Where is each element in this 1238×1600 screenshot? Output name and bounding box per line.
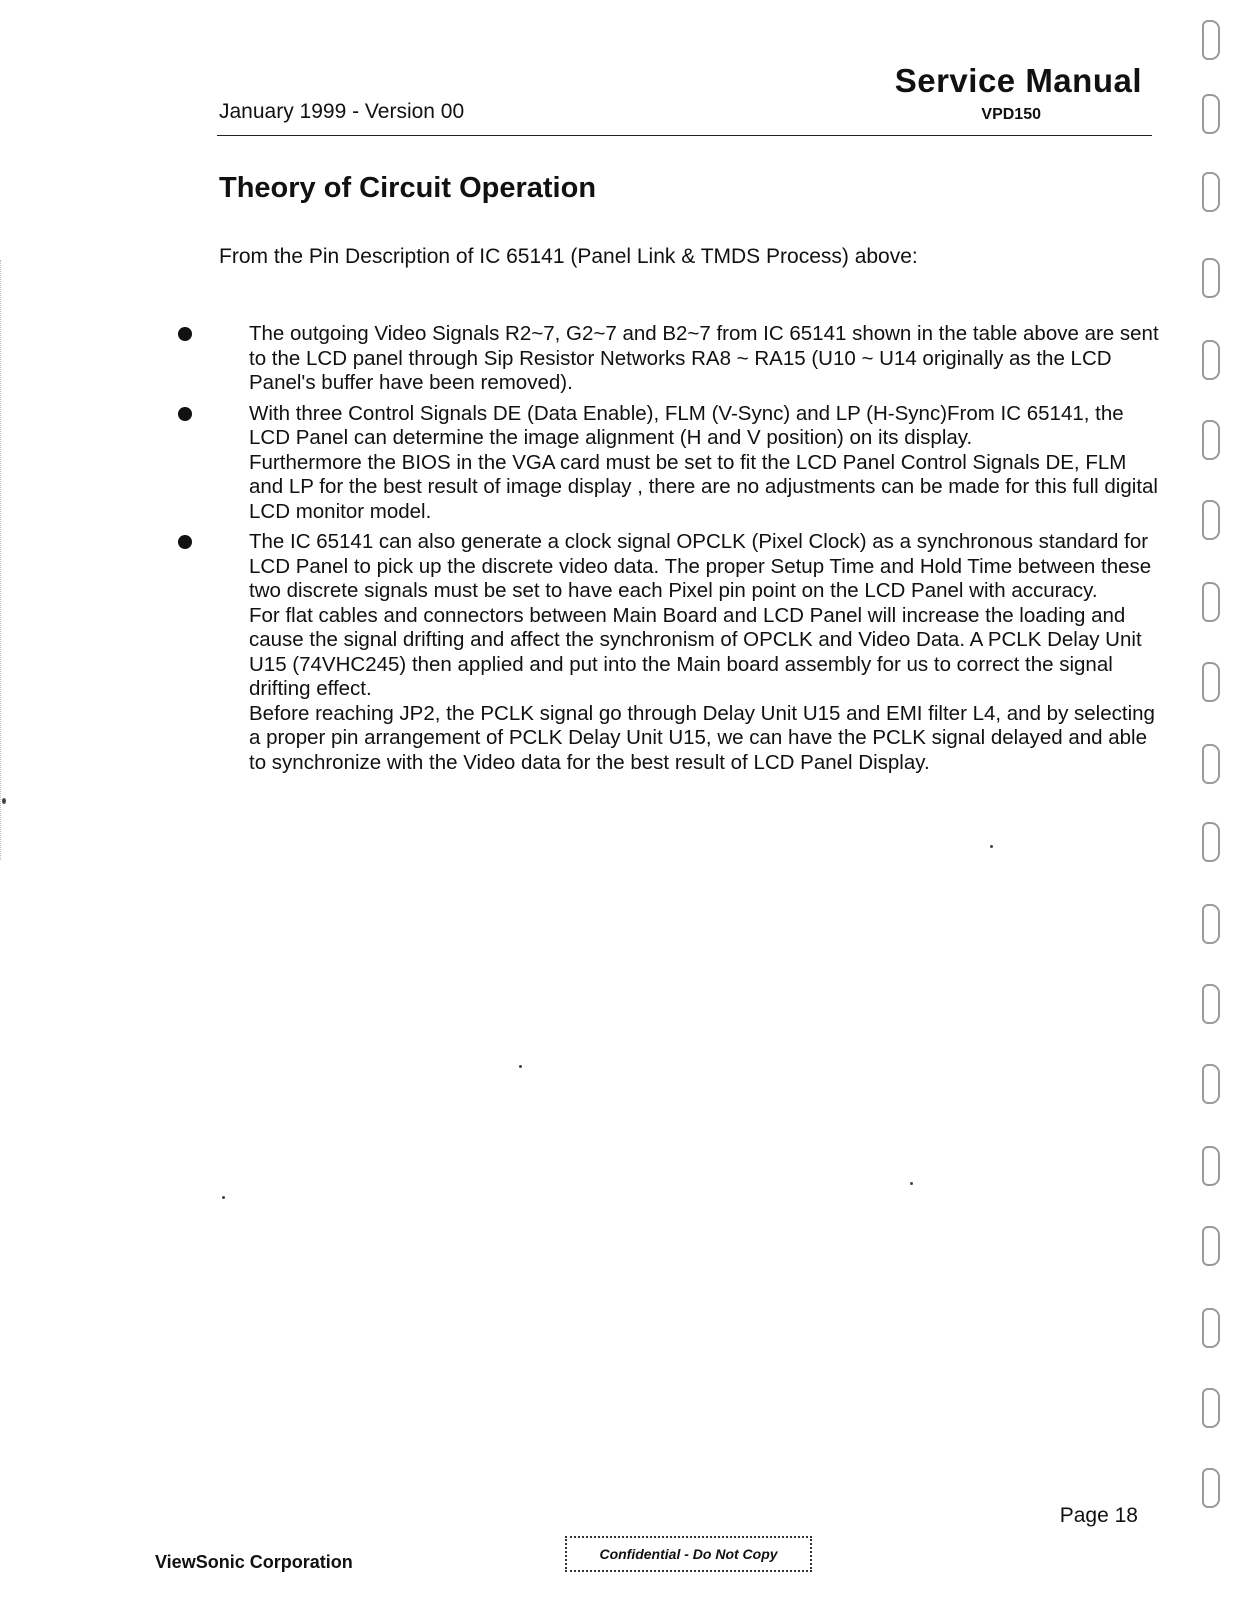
bullet-paragraph: For flat cables and connectors between Main Board and LCD Panel will increase the loading and cause the signal drifting and affect the synchronism of OPCLK and Video Data. A PCLK Delay Unit U15 (74VHC245) then applied and put into the Main board assembly for us to correct the signal drifting effect. bbox=[249, 603, 1142, 700]
bullet-icon bbox=[178, 327, 192, 341]
binder-hole-icon bbox=[1202, 984, 1220, 1024]
binder-hole-icon bbox=[1202, 172, 1220, 212]
binder-hole-icon bbox=[1202, 582, 1220, 622]
bullet-paragraph: Before reaching JP2, the PCLK signal go through Delay Unit U15 and EMI filter L4, and by selecting a proper pin arrangement of PCLK Delay Unit U15, we can have the PCLK signal delayed and able to synchronize with the Video data for the best result of LCD Panel Display. bbox=[249, 701, 1155, 774]
binder-hole-icon bbox=[1202, 340, 1220, 380]
scan-speck bbox=[910, 1182, 913, 1185]
binder-hole-icon bbox=[1202, 500, 1220, 540]
bullet-paragraph: The IC 65141 can also generate a clock signal OPCLK (Pixel Clock) as a synchronous standard for LCD Panel to pick up the discrete video data. The proper Setup Time and Hold Time between these two discrete signals must be set to have each Pixel pin point on the LCD Panel with accuracy. bbox=[249, 530, 1152, 602]
binder-hole-icon bbox=[1202, 1388, 1220, 1428]
confidential-stamp bbox=[565, 1536, 812, 1572]
binder-hole-icon bbox=[1202, 1308, 1220, 1348]
binder-hole-icon bbox=[1202, 822, 1220, 862]
header-title: Service Manual bbox=[894, 62, 1142, 99]
intro-text: From the Pin Description of IC 65141 (Panel Link & TMDS Process) above: bbox=[219, 245, 918, 268]
bullet-item bbox=[249, 402, 1159, 525]
binder-holes bbox=[1202, 20, 1226, 1595]
bullet-icon bbox=[178, 535, 192, 549]
bullet-paragraph: With three Control Signals DE (Data Enable), FLM (V-Sync) and LP (H-Sync)From IC 65141, the LCD Panel can determine the image alignment (H and V position) on its display. bbox=[249, 401, 1124, 449]
binder-hole-icon bbox=[1202, 1146, 1220, 1186]
scan-speck bbox=[990, 845, 993, 848]
page-number: Page 18 bbox=[1059, 1504, 1138, 1527]
header-date-version: January 1999 - Version 00 bbox=[219, 100, 465, 123]
header-divider bbox=[217, 135, 1152, 136]
bullet-item bbox=[249, 530, 1159, 775]
scan-edge-marks bbox=[0, 260, 15, 860]
binder-hole-icon bbox=[1202, 420, 1220, 460]
scan-speck bbox=[2, 798, 6, 804]
binder-hole-icon bbox=[1202, 662, 1220, 702]
section-title: Theory of Circuit Operation bbox=[219, 172, 597, 204]
binder-hole-icon bbox=[1202, 744, 1220, 784]
binder-hole-icon bbox=[1202, 1468, 1220, 1508]
binder-hole-icon bbox=[1202, 1064, 1220, 1104]
scan-speck bbox=[222, 1196, 225, 1199]
bullet-icon bbox=[178, 407, 192, 421]
confidential-text: Confidential - Do Not Copy bbox=[599, 1546, 778, 1562]
bullet-list bbox=[249, 322, 1159, 781]
binder-hole-icon bbox=[1202, 94, 1220, 134]
scan-speck bbox=[519, 1065, 522, 1068]
footer-company: ViewSonic Corporation bbox=[155, 1552, 353, 1572]
bullet-paragraph: Furthermore the BIOS in the VGA card must be set to fit the LCD Panel Control Signals DE, FLM and LP for the best result of image display , there are no adjustments can be made for this full digital LCD monitor model. bbox=[249, 450, 1158, 523]
binder-hole-icon bbox=[1202, 1226, 1220, 1266]
binder-hole-icon bbox=[1202, 904, 1220, 944]
binder-hole-icon bbox=[1202, 20, 1220, 60]
bullet-item bbox=[249, 322, 1159, 396]
binder-hole-icon bbox=[1202, 258, 1220, 298]
header-model: VPD150 bbox=[981, 106, 1041, 123]
bullet-paragraph: The outgoing Video Signals R2~7, G2~7 and B2~7 from IC 65141 shown in the table above are sent to the LCD panel through Sip Resistor Networks RA8 ~ RA15 (U10 ~ U14 originally as the LCD Panel's buffer have been removed). bbox=[249, 322, 1159, 394]
